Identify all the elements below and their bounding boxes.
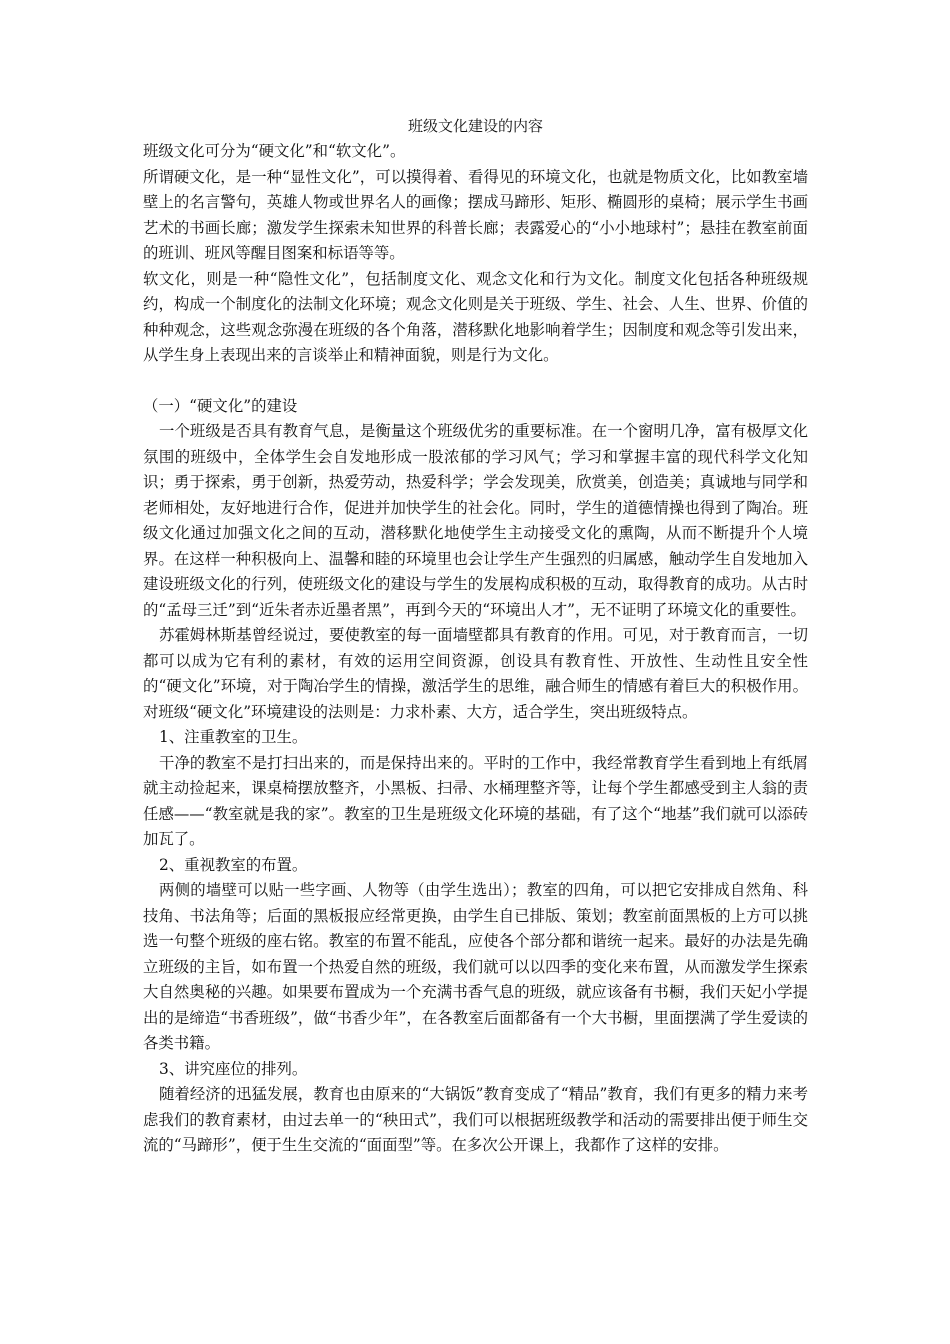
paragraph-seating: 随着经济的迅猛发展，教育也由原来的“大锅饭”教育变成了“精品”教育，我们有更多的精力来考虑我们的教育素材，由过去单一的“秧田式”，我们可以根据班级教学和活动的需要排出便于师生交流的“马蹄形”，便于生生交流的“面面型”等。在多次公开课上，我都作了这样的安排。 (143, 1085, 808, 1154)
document-title: 班级文化建设的内容 (407, 117, 543, 135)
section-heading-hard-culture: （一）“硬文化”的建设 (143, 396, 298, 415)
document-body (143, 114, 808, 1159)
list-item-seating: 3、讲究座位的排列。 (159, 1059, 308, 1078)
paragraph-layout: 两侧的墙壁可以贴一些字画、人物等（由学生选出）；教室的四角，可以把它安排成自然角、科技角、书法角等；后面的黑板报应经常更换，由学生自已排版、策划；教室前面黑板的上方可以挑选一句整个班级的座右铭。教室的布置不能乱，应使各个部分都和谐统一起来。最好的办法是先确立班级的主旨，如布置一个热爱自然的班级，我们就可以以四季的变化来布置，从而激发学生探索大自然奥秘的兴趣。如果要布置成为一个充满书香气息的班级，就应该备有书橱，我们天妃小学提出的是缔造“书香班级”，做“书香少年”，在各教室后面都备有一个大书橱，里面摆满了学生爱读的各类书籍。 (143, 881, 808, 1052)
paragraph-hard-culture-definition: 所谓硬文化，是一种“显性文化”，可以摸得着、看得见的环境文化，也就是物质文化，比如教室墙壁上的名言警句，英雄人物或世界名人的画像；摆成马蹄形、矩形、椭圆形的桌椅；展示学生书画艺术的书画长廊；激发学生探索未知世界的科普长廊；表露爱心的“小小地球村”；悬挂在教室前面的班训、班风等醒目图案和标语等等。 (143, 167, 808, 262)
paragraph-intro: 班级文化可分为“硬文化”和“软文化”。 (143, 142, 406, 160)
paragraph-soft-culture-definition: 软文化，则是一种“隐性文化”，包括制度文化、观念文化和行为文化。制度文化包括各种班级规约，构成一个制度化的法制文化环境；观念文化则是关于班级、学生、社会、人生、世界、价值的种种观念，这些观念弥漫在班级的各个角落，潜移默化地影响着学生；因制度和观念等引发出来，从学生身上表现出来的言谈举止和精神面貌，则是行为文化。 (143, 269, 808, 364)
paragraph-sukhomlinsky: 苏霍姆林斯基曾经说过，要使教室的每一面墙壁都具有教育的作用。可见，对于教育而言，一切都可以成为它有利的素材，有效的运用空间资源，创设具有教育性、开放性、生动性且安全性的“硬文化”环境，对于陶冶学生的情操，激活学生的思维，融合师生的情感有着巨大的积极作用。对班级“硬文化”环境建设的法则是：力求朴素、大方，适合学生，突出班级特点。 (143, 626, 808, 721)
list-item-hygiene: 1、注重教室的卫生。 (159, 728, 308, 746)
paragraph-class-atmosphere: 一个班级是否具有教育气息，是衡量这个班级优劣的重要标准。在一个窗明几净，富有极厚文化氛围的班级中，全体学生会自发地形成一股浓郁的学习风气；学习和掌握丰富的现代科学文化知识；勇于探索，勇于创新，热爱劳动，热爱科学；学会发现美，欣赏美，创造美；真诚地与同学和老师相处，友好地进行合作，促进并加快学生的社会化。同时，学生的道德情操也得到了陶冶。班级文化通过加强文化之间的互动，潜移默化地使学生主动接受文化的熏陶，从而不断提升个人境界。在这样一种积极向上、温馨和睦的环境里也会让学生产生强烈的归属感，触动学生自发地加入建设班级文化的行列，使班级文化的建设与学生的发展构成积极的互动，取得教育的成功。从古时的“孟母三迁”到“近朱者赤近墨者黑”，再到今天的“环境出人才”，无不证明了环境文化的重要性。 (143, 422, 808, 619)
list-item-layout: 2、重视教室的布置。 (159, 855, 308, 874)
blank-line (143, 369, 808, 394)
paragraph-hygiene: 干净的教室不是打扫出来的，而是保持出来的。平时的工作中，我经常教育学生看到地上有纸屑就主动捡起来，课桌椅摆放整齐，小黑板、扫帚、水桶理整齐等，让每个学生都感受到主人翁的责任感——“教室就是我的家”。教室的卫生是班级文化环境的基础，有了这个“地基”我们就可以添砖加瓦了。 (143, 753, 808, 848)
